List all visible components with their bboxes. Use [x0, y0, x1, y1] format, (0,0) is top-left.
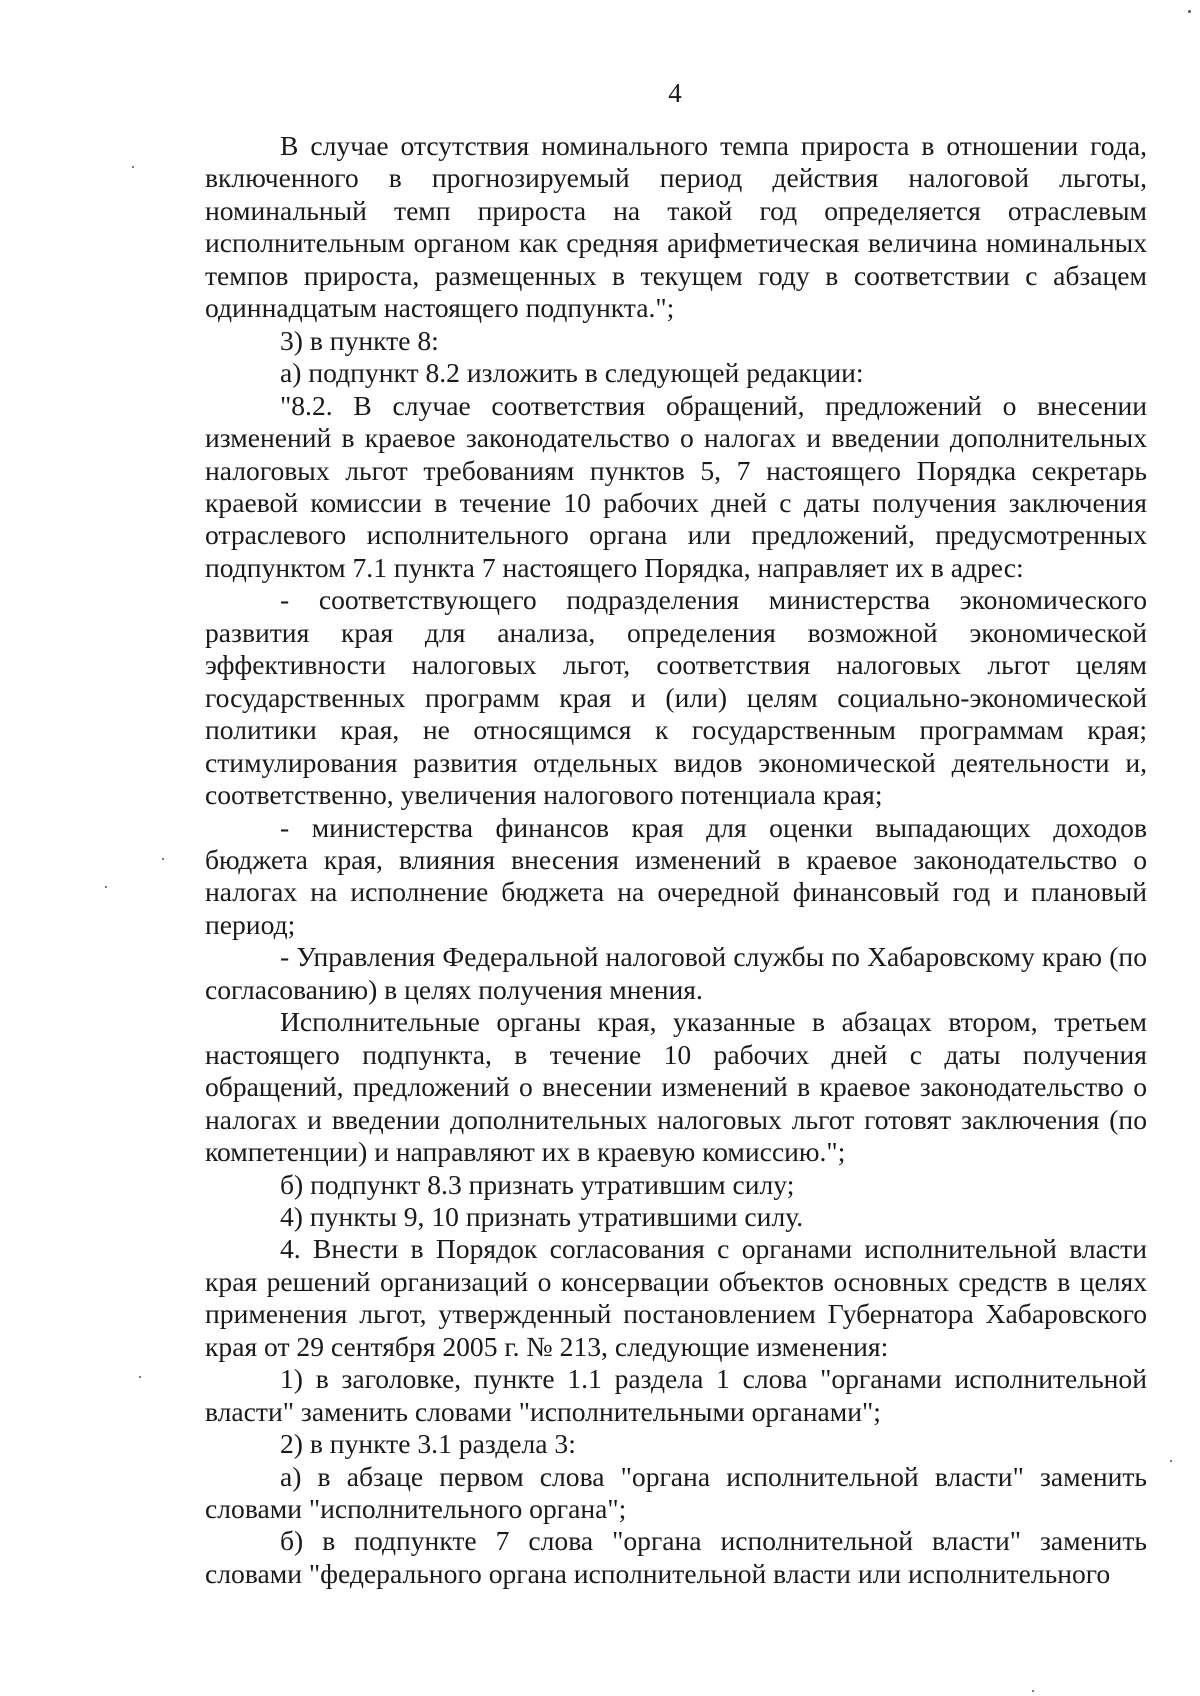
- paragraph-item-4: 4) пункты 9, 10 признать утратившими силу.: [280, 1200, 804, 1232]
- paragraph-8-2: "8.2. В случае соответствия обращений, предложений о внесении изменений в краевое законодательство о налогах и введении дополнительных налоговых льгот требованиям пунктов 5, 7 настоящего Порядка секретарь краевой комиссии в течение 10 рабочих дней с даты получения заключения отраслевого исполнительного органа или предложений, предусмотренных подпунктом 7.1 пункта 7 настоящего Порядка, направляет их в адрес:: [205, 389, 1147, 583]
- paragraph-change-2a: а) в абзаце первом слова "органа исполнительной власти" заменить словами "исполнительного органа";: [205, 1460, 1147, 1525]
- scan-speck: [1188, 10, 1191, 13]
- scan-speck: [105, 886, 107, 888]
- paragraph-dash-finance: - министерства финансов края для оценки выпадающих доходов бюджета края, влияния внесения изменений в краевое законодательство о налогах на исполнение бюджета на очередной финансовый год и плановый период;: [205, 811, 1147, 940]
- scan-speck: [132, 166, 134, 168]
- paragraph-change-2: 2) в пункте 3.1 раздела 3:: [280, 1428, 576, 1460]
- scan-speck: [1032, 1690, 1034, 1692]
- paragraph-subitem-b: б) подпункт 8.3 признать утратившим силу;: [280, 1168, 795, 1200]
- paragraph-section-4: 4. Внести в Порядок согласования с органами исполнительной власти края решений организаций о консервации объектов основных средств в целях применения льгот, утвержденный постановлением Губернатора Хабаровского края от 29 сентября 2005 г. № 213, следующие изменения:: [205, 1233, 1147, 1362]
- paragraph-dash-economy: - соответствующего подразделения министерства экономического развития края для анализа, определения возможной экономической эффективности налоговых льгот, соответствия налоговых льгот целям государственных программ края и (или) целям социально-экономической политики края, не относящимся к государственным программам края; стимулирования развития отдельных видов экономической деятельности и, соответственно, увеличения налогового потенциала края;: [205, 584, 1147, 811]
- scan-speck: [1170, 1460, 1172, 1462]
- paragraph-dash-tax-service: - Управления Федеральной налоговой службы по Хабаровскому краю (по согласованию) в целях получения мнения.: [205, 941, 1147, 1005]
- paragraph-nominal-rate: В случае отсутствия номинального темпа прироста в отношении года, включенного в прогнозируемый период действия налоговой льготы, номинальный темп прироста на такой год определяется отраслевым исполнительным органом как средняя арифметическая величина номинальных темпов прироста, размещенных в текущем году в соответствии с абзацем одиннадцатым настоящего подпункта.";: [205, 130, 1147, 324]
- scan-speck: [162, 858, 164, 860]
- paragraph-executive-bodies: Исполнительные органы края, указанные в абзацах втором, третьем настоящего подпункта, в течение 10 рабочих дней с даты получения обращений, предложений о внесении изменений в краевое законодательство о налогах и введении дополнительных налоговых льгот готовят заключения (по компетенции) и направляют их в краевую комиссию.";: [205, 1006, 1147, 1168]
- paragraph-item-3: 3) в пункте 8:: [280, 324, 439, 356]
- paragraph-change-1: 1) в заголовке, пункте 1.1 раздела 1 слова "органами исполнительной власти" заменить словами "исполнительными органами";: [205, 1363, 1147, 1427]
- paragraph-subitem-a: а) подпункт 8.2 изложить в следующей редакции:: [280, 357, 864, 389]
- paragraph-change-2b: б) в подпункте 7 слова "органа исполнительной власти" заменить словами "федерального органа исполнительной власти или исполнительного: [205, 1525, 1147, 1589]
- document-body: [205, 130, 1147, 1590]
- page-number: 4: [668, 78, 682, 108]
- scan-speck: [139, 1376, 141, 1378]
